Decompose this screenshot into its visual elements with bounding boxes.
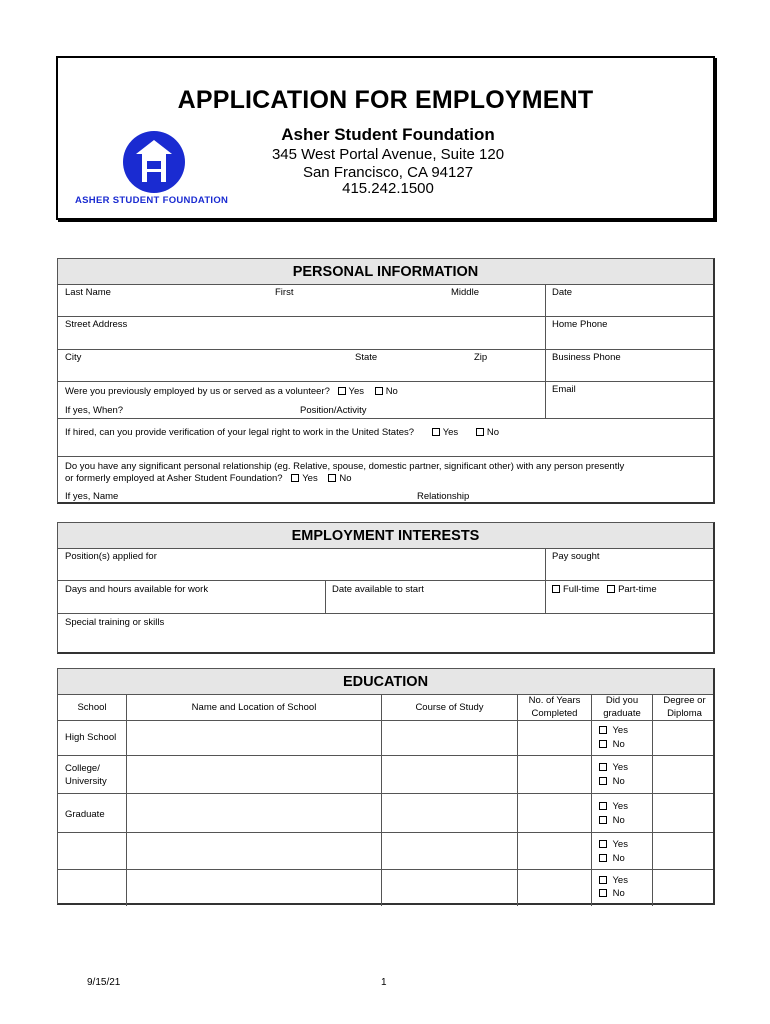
graduated-no-row3: [599, 815, 625, 826]
col-years-1: No. of Years: [528, 695, 581, 706]
no-label: No: [612, 776, 625, 787]
graduated-no-row4: [599, 853, 625, 864]
no-label: No: [385, 386, 398, 397]
no-checkbox[interactable]: [599, 816, 607, 824]
footer-page-number: 1: [381, 977, 387, 988]
education-section: [57, 668, 715, 905]
employment-interests-heading: EMPLOYMENT INTERESTS: [58, 523, 713, 549]
prev-employed-yes-checkbox[interactable]: [338, 387, 346, 395]
yes-checkbox[interactable]: [599, 802, 607, 810]
prev-employed-label: Were you previously employed by us or served as a volunteer?: [65, 386, 330, 397]
no-label: No: [339, 473, 352, 484]
if-yes-when-field[interactable]: If yes, When?: [65, 405, 124, 416]
no-checkbox[interactable]: [599, 740, 607, 748]
yes-label: Yes: [612, 725, 628, 736]
full-time-label: Full-time: [563, 584, 600, 595]
yes-label: Yes: [612, 801, 628, 812]
col-course: Course of Study: [415, 702, 484, 713]
employment-interests-section: [57, 522, 715, 654]
yes-checkbox[interactable]: [599, 726, 607, 734]
yes-label: Yes: [612, 875, 628, 886]
verification-label: If hired, can you provide verification of your legal right to work in the United States?: [65, 427, 415, 438]
org-phone: 415.242.1500: [342, 180, 434, 197]
middle-name-field[interactable]: Middle: [451, 287, 479, 298]
col-school: School: [77, 702, 107, 713]
no-label: No: [612, 739, 625, 750]
school-row-graduate: Graduate: [65, 809, 105, 820]
yes-label: Yes: [442, 427, 459, 438]
if-yes-name-field[interactable]: If yes, Name: [65, 491, 119, 502]
col-graduate-2: graduate: [603, 708, 641, 719]
form-title: APPLICATION FOR EMPLOYMENT: [177, 86, 594, 114]
yes-label: Yes: [612, 839, 628, 850]
email-field[interactable]: Email: [552, 384, 576, 395]
address-line-1: 345 West Portal Avenue, Suite 120: [271, 146, 505, 163]
position-activity-field[interactable]: Position/Activity: [300, 405, 367, 416]
logo-text: ASHER STUDENT FOUNDATION: [75, 195, 229, 206]
city-field[interactable]: City: [65, 352, 82, 363]
no-checkbox[interactable]: [599, 777, 607, 785]
prev-employed-question: [65, 386, 398, 397]
school-row-college-2: University: [65, 776, 107, 787]
no-label: No: [612, 888, 625, 899]
no-label: No: [612, 815, 625, 826]
col-graduate-1: Did you: [605, 695, 639, 706]
yes-label: Yes: [612, 762, 628, 773]
prev-employed-no-checkbox[interactable]: [375, 387, 383, 395]
date-field[interactable]: Date: [552, 287, 573, 298]
verification-no-checkbox[interactable]: [476, 428, 484, 436]
first-name-field[interactable]: First: [275, 287, 294, 298]
special-training-field[interactable]: Special training or skills: [65, 617, 165, 628]
graduated-yes-row4: [599, 839, 628, 850]
relationship-question-line2: [65, 473, 352, 484]
graduated-no-row2: [599, 776, 625, 787]
yes-checkbox[interactable]: [599, 840, 607, 848]
yes-label: Yes: [348, 386, 365, 397]
no-checkbox[interactable]: [599, 889, 607, 897]
graduated-no-row5: [599, 888, 625, 899]
last-name-field[interactable]: Last Name: [65, 287, 111, 298]
state-field[interactable]: State: [355, 352, 378, 363]
relationship-yes-checkbox[interactable]: [291, 474, 299, 482]
yes-checkbox[interactable]: [599, 876, 607, 884]
verification-question: [65, 427, 499, 438]
foundation-logo-icon: [122, 130, 186, 194]
address-line-2: San Francisco, CA 94127: [302, 164, 474, 181]
full-time-checkbox[interactable]: [552, 585, 560, 593]
relationship-question-line1: Do you have any significant personal relationship (eg. Relative, spouse, domestic partner, significant other) with any person presently: [65, 461, 625, 472]
school-row-college-1: College/: [65, 763, 100, 774]
graduated-yes-row2: [599, 762, 628, 773]
positions-applied-field[interactable]: Position(s) applied for: [65, 551, 157, 562]
relationship-label: or formerly employed at Asher Student Foundation?: [65, 473, 283, 484]
zip-field[interactable]: Zip: [474, 352, 488, 363]
date-available-field[interactable]: Date available to start: [332, 584, 424, 595]
relationship-no-checkbox[interactable]: [328, 474, 336, 482]
yes-checkbox[interactable]: [599, 763, 607, 771]
part-time-label: Part-time: [618, 584, 657, 595]
no-label: No: [486, 427, 499, 438]
col-years-2: Completed: [531, 708, 578, 719]
personal-information-section: [57, 258, 715, 504]
part-time-checkbox[interactable]: [607, 585, 615, 593]
school-row-high-school: High School: [65, 732, 117, 743]
pay-sought-field[interactable]: Pay sought: [552, 551, 600, 562]
graduated-yes-row5: [599, 875, 628, 886]
verification-yes-checkbox[interactable]: [432, 428, 440, 436]
form-header: [56, 56, 715, 220]
education-heading: EDUCATION: [58, 669, 713, 695]
footer-date: 9/15/21: [87, 977, 121, 988]
street-address-field[interactable]: Street Address: [65, 319, 128, 330]
graduated-yes-row1: [599, 725, 628, 736]
personal-info-heading: PERSONAL INFORMATION: [58, 259, 713, 285]
home-phone-field[interactable]: Home Phone: [552, 319, 608, 330]
col-degree-1: Degree or: [663, 695, 706, 706]
col-name-location: Name and Location of School: [191, 702, 317, 713]
days-hours-field[interactable]: Days and hours available for work: [65, 584, 209, 595]
yes-label: Yes: [302, 473, 318, 484]
no-checkbox[interactable]: [599, 854, 607, 862]
relationship-field[interactable]: Relationship: [417, 491, 470, 502]
business-phone-field[interactable]: Business Phone: [552, 352, 621, 363]
graduated-no-row1: [599, 739, 625, 750]
no-label: No: [612, 853, 625, 864]
graduated-yes-row3: [599, 801, 628, 812]
org-name: Asher Student Foundation: [281, 125, 495, 144]
col-degree-2: Diploma: [667, 708, 702, 719]
employment-type-options: [552, 584, 657, 595]
